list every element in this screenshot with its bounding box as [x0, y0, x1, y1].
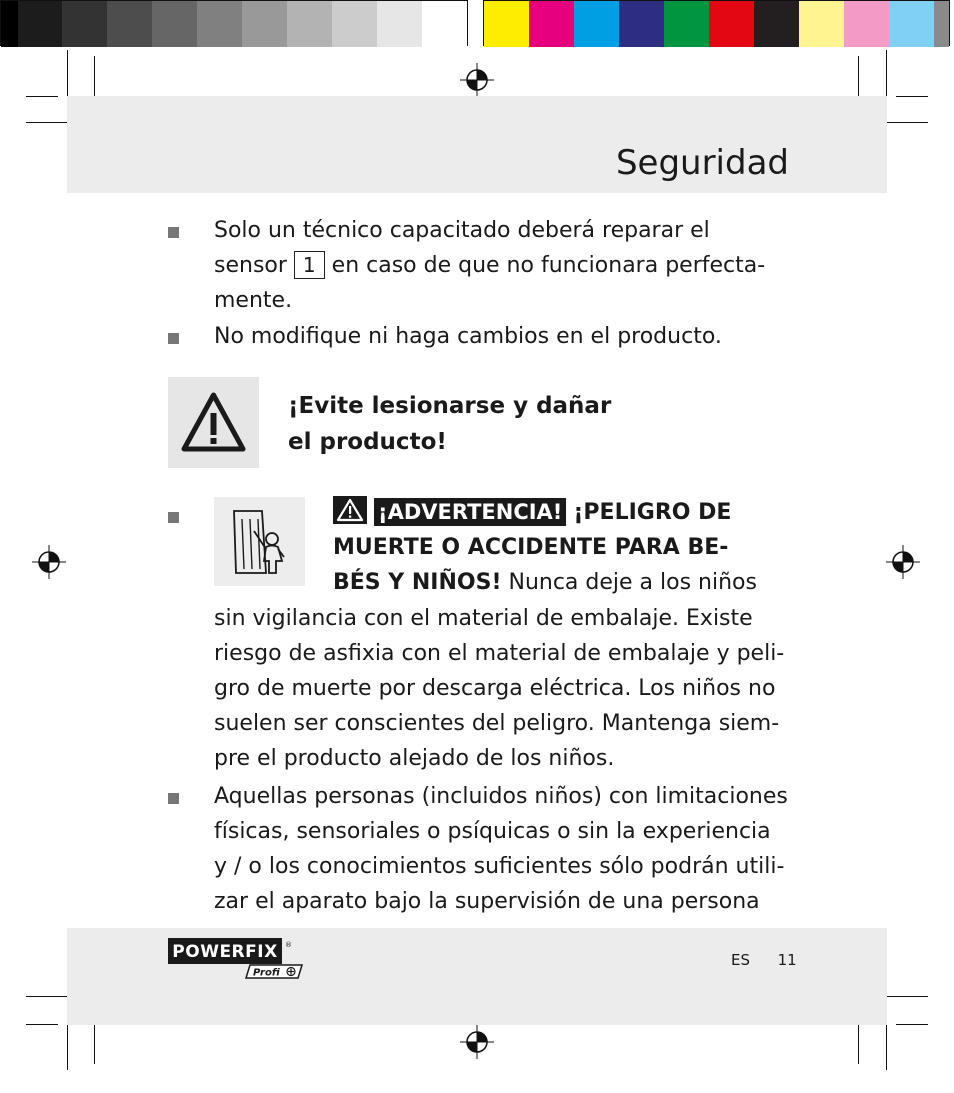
text-span: sensor	[214, 253, 287, 278]
language-code: ES	[731, 951, 750, 969]
crop-mark	[67, 50, 68, 96]
bullet-marker	[168, 512, 179, 523]
gray-swatch	[62, 1, 107, 47]
gray-swatch	[422, 1, 467, 47]
crop-mark	[67, 1024, 68, 1070]
crop-mark	[880, 122, 928, 123]
warning-heading-line: el producto!	[288, 429, 447, 455]
color-swatch	[484, 1, 529, 47]
child-hazard-icon	[214, 497, 305, 586]
gray-swatch	[287, 1, 332, 47]
gray-swatch	[242, 1, 287, 47]
paragraph-child-warning	[214, 601, 794, 776]
color-swatch	[889, 1, 934, 47]
child-hazard-box	[214, 497, 305, 586]
gray-swatch	[152, 1, 197, 47]
warning-icon-box	[168, 377, 259, 468]
powerfix-logo	[168, 938, 304, 984]
color-swatch	[529, 1, 574, 47]
gray-swatch	[1, 1, 18, 47]
logo-sub-text: Profi	[253, 967, 280, 979]
paragraph-limited-persons	[214, 779, 794, 919]
page-number: 11	[777, 951, 797, 969]
danger-text: MUERTE O ACCIDENTE PARA BE-	[333, 535, 729, 560]
color-swatch	[754, 1, 799, 47]
gray-swatch	[377, 1, 422, 47]
danger-text: ¡PELIGRO DE	[573, 500, 732, 525]
text-line	[333, 495, 793, 530]
color-swatch	[934, 1, 949, 47]
crop-mark	[896, 1024, 928, 1025]
text-line: mente.	[214, 288, 293, 313]
gray-swatch	[18, 1, 62, 47]
crop-mark	[880, 996, 928, 997]
text-line: gro de muerte por descarga eléctrica. Los niños no	[214, 676, 776, 701]
crop-mark	[896, 96, 928, 97]
paragraph-repair	[214, 213, 794, 318]
gray-swatch	[107, 1, 152, 47]
text-line: zar el aparato bajo la supervisión de una persona	[214, 889, 760, 914]
color-swatch	[619, 1, 664, 47]
page-footer-info	[731, 951, 797, 969]
registration-mark-icon	[32, 545, 66, 579]
warning-heading	[288, 388, 611, 460]
color-swatch	[664, 1, 709, 47]
grayscale-calibration-strip	[0, 0, 468, 46]
logo-main-text: POWERFIX	[172, 942, 278, 962]
text-line: pre el producto alejado de los niños.	[214, 746, 615, 771]
text-line	[333, 565, 793, 600]
danger-text: BÉS Y NIÑOS!	[333, 570, 502, 595]
text-line	[214, 248, 794, 283]
warning-heading-line: ¡Evite lesionarse y dañar	[288, 393, 612, 419]
brand-logo-icon	[168, 938, 304, 980]
crop-mark	[26, 1024, 58, 1025]
registration-mark-icon	[886, 545, 920, 579]
svg-text:®: ®	[285, 941, 292, 949]
text-line: sin vigilancia con el material de embalaje. Existe	[214, 606, 753, 631]
text-span: en caso de que no funcionara perfecta-	[331, 253, 766, 278]
crop-mark	[886, 50, 887, 96]
color-swatch	[844, 1, 889, 47]
text-line: Aquellas personas (incluidos niños) con limitaciones	[214, 784, 788, 809]
sensor-reference-box: 1	[294, 251, 325, 279]
crop-mark	[26, 96, 58, 97]
color-swatch	[799, 1, 844, 47]
process-color-strip	[483, 0, 950, 46]
page-title: Seguridad	[615, 143, 789, 183]
gray-swatch	[332, 1, 377, 47]
warning-badge-icon	[333, 496, 367, 524]
bullet-marker	[168, 333, 179, 344]
color-swatch	[574, 1, 619, 47]
registration-mark-icon	[460, 63, 494, 97]
gray-swatch	[197, 1, 242, 47]
bullet-marker	[168, 793, 179, 804]
color-swatch	[709, 1, 754, 47]
text-line: suelen ser conscientes del peligro. Mantenga siem-	[214, 711, 780, 736]
warning-triangle-icon	[168, 377, 259, 468]
registration-mark-icon	[460, 1025, 494, 1059]
text-line: físicas, sensoriales o psíquicas o sin la experiencia	[214, 819, 771, 844]
text-line: riesgo de asfixia con el material de embalaje y peli-	[214, 641, 785, 666]
advertencia-label: ¡ADVERTENCIA!	[374, 498, 566, 526]
bullet-marker	[168, 227, 179, 238]
crop-mark	[886, 1024, 887, 1070]
text-span: Nunca deje a los niños	[508, 570, 757, 595]
paragraph-no-modify: No modifique ni haga cambios en el producto.	[214, 324, 722, 349]
advertencia-block	[333, 495, 793, 600]
text-line: Solo un técnico capacitado deberá reparar el	[214, 218, 710, 243]
text-line: y / o los conocimientos suficientes sólo podrán utili-	[214, 854, 785, 879]
